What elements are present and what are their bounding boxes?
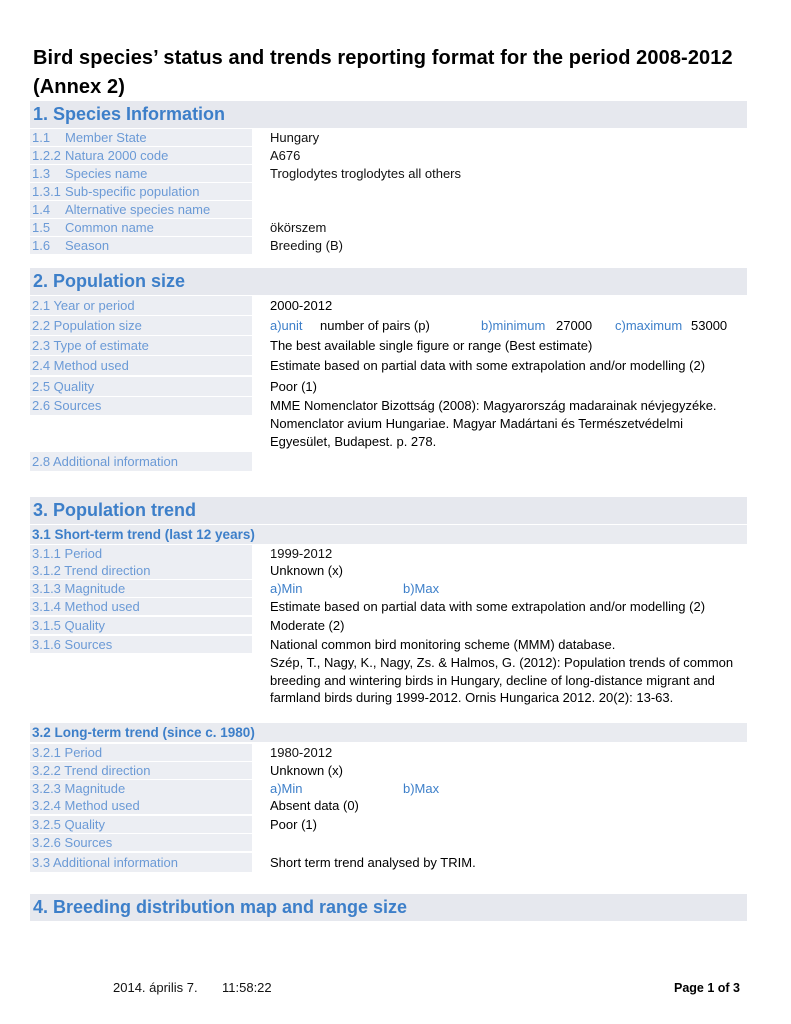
long-term-quality-value: Poor (1) xyxy=(270,817,317,832)
footer-date: 2014. április 7. xyxy=(113,980,198,995)
minimum-value: 27000 xyxy=(556,318,593,333)
long-term-magnitude-label: 3.2.3 Magnitude xyxy=(30,780,252,797)
short-term-method-value: Estimate based on partial data with some extrapolation and/or modelling (2) xyxy=(270,599,706,614)
sources-line: MME Nomenclator Bizottság (2008): Magyarország madarainak névjegyzéke. xyxy=(270,398,717,413)
short-term-trend-heading: 3.1 Short-term trend (last 12 years) xyxy=(32,527,255,542)
sources-line: Egyesület, Budapest. p. 278. xyxy=(270,434,437,449)
common-name-value: ökörszem xyxy=(270,220,327,235)
alternative-species-name-label xyxy=(30,201,252,218)
long-term-direction-label: 3.2.2 Trend direction xyxy=(30,762,252,779)
field-number: 1.2.2 xyxy=(32,148,61,163)
population-size-label: 2.2 Population size xyxy=(30,316,252,335)
unit-key: a)unit xyxy=(270,318,303,333)
season-value: Breeding (B) xyxy=(270,238,343,253)
natura-code-label xyxy=(30,147,252,164)
population-size-heading: 2. Population size xyxy=(33,271,186,291)
field-number: 1.3.1 xyxy=(32,184,61,199)
long-term-period-value: 1980-2012 xyxy=(270,745,333,760)
type-of-estimate-label: 2.3 Type of estimate xyxy=(30,336,252,355)
short-term-sources-line: National common bird monitoring scheme (MMM) database. xyxy=(270,637,616,652)
long-term-method-value: Absent data (0) xyxy=(270,798,359,813)
field-label: Natura 2000 code xyxy=(65,148,169,163)
short-term-sources-line: farmland birds during 1999-2012. Ornis Hungarica 2012. 20(2): 13-63. xyxy=(270,690,674,705)
additional-information-label: 2.8 Additional information xyxy=(30,452,252,471)
common-name-label xyxy=(30,219,252,236)
field-label: Season xyxy=(65,238,110,253)
long-term-method-label: 3.2.4 Method used xyxy=(30,797,252,814)
year-or-period-label: 2.1 Year or period xyxy=(30,296,252,315)
short-term-sources-line: Szép, T., Nagy, K., Nagy, Zs. & Halmos, G. (2012): Population trends of common xyxy=(270,655,734,670)
field-number: 1.3 xyxy=(32,166,51,181)
population-trend-section-header xyxy=(30,497,747,524)
field-number: 1.1 xyxy=(32,130,51,145)
footer-time: 11:58:22 xyxy=(222,980,272,995)
population-trend-heading: 3. Population trend xyxy=(33,500,197,520)
field-label: Alternative species name xyxy=(65,202,211,217)
short-term-method-label: 3.1.4 Method used xyxy=(30,598,252,615)
minimum-key: b)minimum xyxy=(481,318,546,333)
document-title-annex: (Annex 2) xyxy=(33,76,126,98)
long-term-sources-label: 3.2.6 Sources xyxy=(30,834,252,851)
short-term-magnitude-label: 3.1.3 Magnitude xyxy=(30,580,252,597)
field-number: 1.4 xyxy=(32,202,51,217)
short-term-quality-value: Moderate (2) xyxy=(270,618,345,633)
short-term-min-key: a)Min xyxy=(270,581,303,596)
long-term-trend-heading: 3.2 Long-term trend (since c. 1980) xyxy=(32,725,255,740)
short-term-max-key: b)Max xyxy=(403,581,440,596)
maximum-key: c)maximum xyxy=(615,318,683,333)
long-term-period-label: 3.2.1 Period xyxy=(30,744,252,761)
maximum-value: 53000 xyxy=(691,318,728,333)
document-title: Bird species’ status and trends reporting format for the period 2008-2012 xyxy=(33,47,733,69)
species-name-label xyxy=(30,165,252,182)
member-state-value: Hungary xyxy=(270,130,320,145)
long-term-quality-label: 3.2.5 Quality xyxy=(30,816,252,833)
long-term-direction-value: Unknown (x) xyxy=(270,763,343,778)
field-label: Species name xyxy=(65,166,148,181)
quality-label: 2.5 Quality xyxy=(30,377,252,396)
sources-line: Nomenclator avium Hungariae. Magyar Madártani és Természetvédelmi xyxy=(270,416,684,431)
method-used-label: 2.4 Method used xyxy=(30,356,252,375)
field-label: Member State xyxy=(65,130,147,145)
short-term-period-value: 1999-2012 xyxy=(270,546,333,561)
unit-value: number of pairs (p) xyxy=(320,318,430,333)
trend-additional-information-label: 3.3 Additional information xyxy=(30,853,252,872)
field-label: Common name xyxy=(65,220,154,235)
short-term-direction-value: Unknown (x) xyxy=(270,563,343,578)
sub-specific-population-label xyxy=(30,183,252,200)
member-state-label xyxy=(30,129,252,146)
year-or-period-value: 2000-2012 xyxy=(270,298,333,313)
type-of-estimate-value: The best available single figure or range (Best estimate) xyxy=(270,338,593,353)
short-term-direction-label: 3.1.2 Trend direction xyxy=(30,562,252,579)
species-information-section-header xyxy=(30,101,747,128)
short-term-quality-label: 3.1.5 Quality xyxy=(30,617,252,634)
natura-code-value: A676 xyxy=(270,148,301,163)
long-term-max-key: b)Max xyxy=(403,781,440,796)
quality-value: Poor (1) xyxy=(270,379,317,394)
field-number: 1.6 xyxy=(32,238,51,253)
long-term-min-key: a)Min xyxy=(270,781,303,796)
trend-additional-information-value: Short term trend analysed by TRIM. xyxy=(270,855,476,870)
field-number: 1.5 xyxy=(32,220,51,235)
short-term-trend-subheader xyxy=(30,525,747,544)
season-label xyxy=(30,237,252,254)
species-information-heading: 1. Species Information xyxy=(33,104,226,124)
page-number: Page 1 of 3 xyxy=(674,981,740,995)
long-term-trend-subheader xyxy=(30,723,747,742)
method-used-value: Estimate based on partial data with some extrapolation and/or modelling (2) xyxy=(270,358,706,373)
field-label: Sub-specific population xyxy=(65,184,200,199)
breeding-distribution-section-header xyxy=(30,894,747,921)
short-term-period-label: 3.1.1 Period xyxy=(30,545,252,562)
species-name-value: Troglodytes troglodytes all others xyxy=(270,166,462,181)
short-term-sources-label: 3.1.6 Sources xyxy=(30,636,252,653)
breeding-distribution-heading: 4. Breeding distribution map and range size xyxy=(33,897,408,917)
sources-label: 2.6 Sources xyxy=(30,397,252,415)
population-size-section-header xyxy=(30,268,747,295)
short-term-sources-line: breeding and wintering birds in Hungary, decline of long-distance migrant and xyxy=(270,673,715,688)
